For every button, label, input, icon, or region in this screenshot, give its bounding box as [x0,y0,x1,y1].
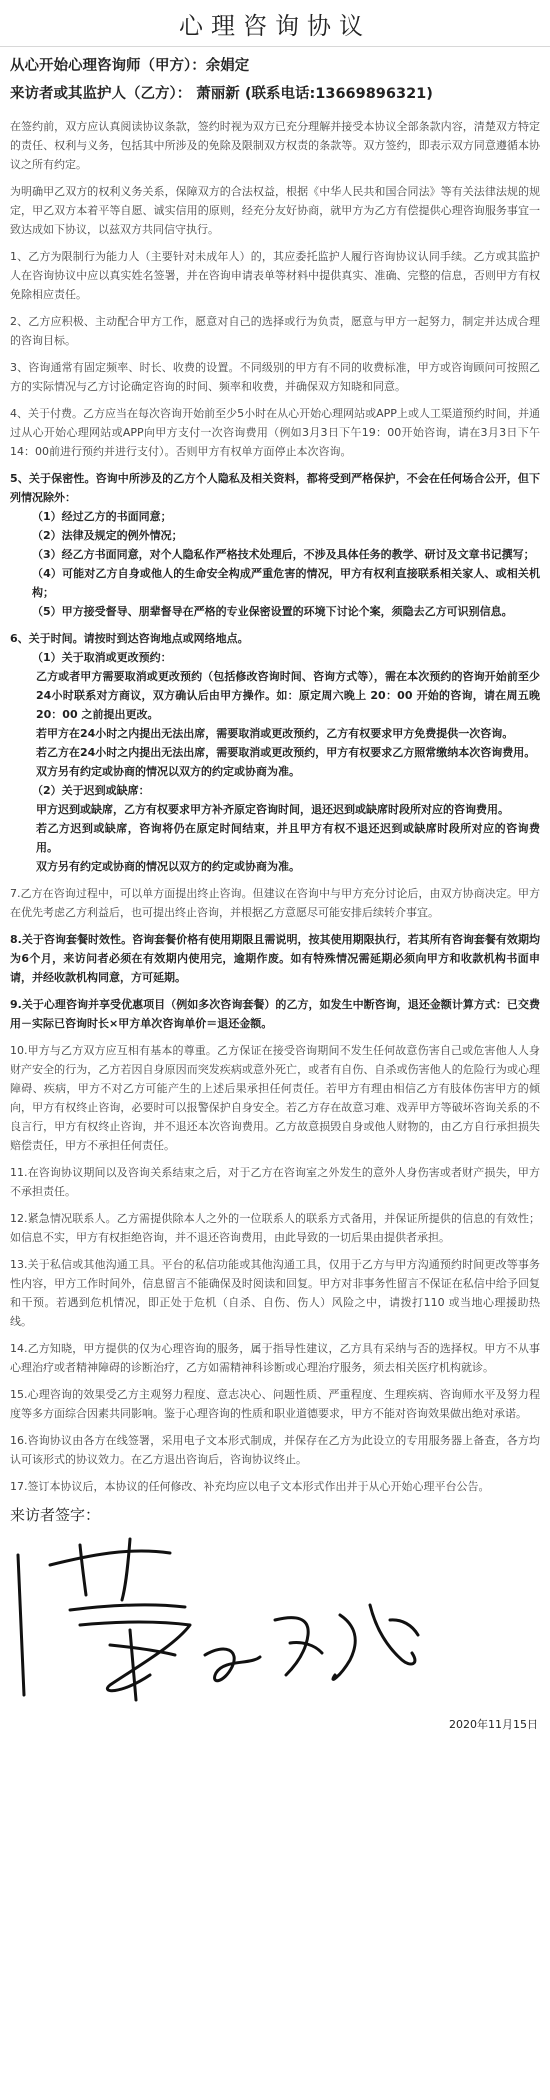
party-a: 从心开始心理咨询师（甲方）：余娟定 [10,58,250,74]
privacy-item: （3）经乙方书面同意，对个人隐私作严格技术处理后，不涉及具体任务的教学、研讨及文章书记撰写； [32,548,535,561]
privacy-item: （4）可能对乙方自身或他人的生命安全构成严重危害的情况，甲方有权利直接联系相关家人、或相关机构； [32,567,540,599]
cancel-text: 若乙方在24小时之内提出无法出席，需要取消或更改预约，甲方有权要求乙方照常缴纳本次咨询费用。 [36,746,536,759]
clause-3: 3、咨询通常有固定频率、时长、收费的设置。不同级别的甲方有不同的收费标准，甲方或咨询顾问可按照乙方的实际情况与乙方讨论确定咨询的时间、频率和收费，并确保双方知晓和同意。 [10,361,540,393]
clause-2: 2、乙方应积极、主动配合甲方工作，愿意对自己的选择或行为负责，愿意与甲方一起努力，制定并达成合理的咨询目标。 [10,315,540,347]
cancel-heading: （1）关于取消或更改预约： [32,651,172,664]
agreement-content [0,55,550,1732]
cancel-text: 双方另有约定或协商的情况以双方的约定或协商为准。 [36,765,300,778]
clause-12: 12.紧急情况联系人。乙方需提供除本人之外的一位联系人的联系方式备用，并保证所提供的信息的有效性；如信息不实，甲方有权拒绝咨询，并不退还咨询费用，由此导致的一切后果由提供者承担。 [10,1212,540,1244]
privacy-heading: 5、关于保密性。咨询中所涉及的乙方个人隐私及相关资料，都将受到严格保护，不会在任何场合公开，但下列情况除外： [10,472,540,504]
clause-5-privacy [10,469,540,621]
clause-16: 16.咨询协议由各方在线签署，采用电子文本形式制成，并保存在乙方为此设立的专用服务器上备查，各方均认可该形式的协议效力。在乙方退出咨询后，咨询协议终止。 [10,1434,540,1466]
intro-paragraph: 在签约前，双方应认真阅读协议条款，签约时视为双方已充分理解并接受本协议全部条款内容，清楚双方特定的责任、权利与义务，包括其中所涉及的免除及限制双方权责的条款等。双方签约，即表示双方同意遵循本协议之所有约定。 [10,120,540,171]
signing-date: 2020年11月15日 [449,1718,538,1731]
late-text: 双方另有约定或协商的情况以双方的约定或协商为准。 [36,860,300,873]
clause-15: 15.心理咨询的效果受乙方主观努力程度、意志决心、问题性质、严重程度、生理疾病、咨询师水平及努力程度等多方面综合因素共同影响。鉴于心理咨询的性质和职业道德要求，甲方不能对咨询效果做出绝对承诺。 [10,1388,540,1420]
late-text: 甲方迟到或缺席，乙方有权要求甲方补齐原定咨询时间，退还迟到或缺席时段所对应的咨询费用。 [36,803,509,816]
clause-4: 4、关于付费。乙方应当在每次咨询开始前至少5小时在从心开始心理网站或APP上或人工渠道预约时间，并通过从心开始心理网站或APP向甲方支付一次咨询费用（例如3月3日下午19：00开始咨询，请在3月3日下午14：00前进行预约并进行支付）。否则甲方有权单方面停止本次咨询。 [10,407,540,458]
clause-17: 17.签订本协议后，本协议的任何修改、补充均应以电子文本形式作出并于从心开始心理平台公告。 [10,1480,490,1493]
clause-13: 13.关于私信或其他沟通工具。平台的私信功能或其他沟通工具，仅用于乙方与甲方沟通预约时间更改等事务性内容，甲方工作时间外，信息留言不能确保及时阅读和回复。甲方对非事务性留言不保证在私信中给予回复和干预。若遇到危机情况，即正处于危机（自杀、自伤、伤人）风险之中，请拨打110 或当地心理援助热线。 [10,1258,540,1328]
cancel-text: 乙方或者甲方需要取消或更改预约（包括修改咨询时间、咨询方式等），需在本次预约的咨询开始前至少24小时联系对方商议，双方确认后由甲方操作。如：原定周六晚上 20：00 开始的咨询，请在周五晚 20：00 之前提出更改。 [36,670,540,721]
cancel-text: 若甲方在24小时之内提出无法出席，需要取消或更改预约，乙方有权要求甲方免费提供一次咨询。 [36,727,514,740]
title-bar [0,0,550,47]
late-text: 若乙方迟到或缺席，咨询将仍在原定时间结束，并且甲方有权不退还迟到或缺席时段所对应的咨询费用。 [36,822,540,854]
time-heading: 6、关于时间。请按时到达咨询地点或网络地点。 [10,632,249,645]
clause-11: 11.在咨询协议期间以及咨询关系结束之后，对于乙方在咨询室之外发生的意外人身伤害或者财产损失，甲方不承担责任。 [10,1166,540,1198]
privacy-item: （2）法律及规定的例外情况； [32,529,183,542]
party-b: 来访者或其监护人（乙方）： 萧丽新 (联系电话:13669896321) [10,86,433,102]
clause-1: 1、乙方为限制行为能力人（主要针对未成年人）的，其应委托监护人履行咨询协议认同手续。乙方或其监护人在咨询协议中应以真实姓名签署，并在咨询申请表单等材料中提供真实、准确、完整的信息，否则甲方有权免除相应责任。 [10,250,540,301]
signature-label: 来访者签字： [10,1506,101,1524]
clause-7: 7.乙方在咨询过程中，可以单方面提出终止咨询。但建议在咨询中与甲方充分讨论后，由双方协商决定。甲方在优先考虑乙方利益后，也可提出终止咨询，并根据乙方意愿尽可能安排后续转介事宜。 [10,887,540,919]
clause-6-time [10,629,540,876]
page-title: 心理咨询协议 [179,11,371,40]
signature-area [10,1525,540,1710]
clause-14: 14.乙方知晓，甲方提供的仅为心理咨询的服务，属于指导性建议，乙方具有采纳与否的选择权。甲方不从事心理治疗或者精神障碍的诊断治疗，乙方如需精神科诊断或心理治疗服务，须去相关医疗机构就诊。 [10,1342,540,1374]
clause-8: 8.关于咨询套餐时效性。咨询套餐价格有使用期限且需说明，按其使用期限执行，若其所有咨询套餐有效期均为6个月，来访问者必须在有效期内使用完，逾期作废。如有特殊情况需延期必须向甲方和收款机构书面申请，并经收款机构同意，方可延期。 [10,933,540,984]
clause-10: 10.甲方与乙方双方应互相有基本的尊重。乙方保证在接受咨询期间不发生任何故意伤害自己或危害他人人身财产安全的行为，乙方若因自身原因而突发疾病或意外死亡，或者有自伤、自杀或伤害他人的危险行为或心理障碍、疾病，甲方不对乙方可能产生的上述后果承担任何责任。若甲方有理由相信乙方有肢体伤害甲方的倾向，甲方有权终止咨询，必要时可以报警保护自身安全。若乙方存在故意习难、戏弄甲方等破坏咨询关系的不良言行，甲方有权终止咨询，并不退还本次咨询费用。乙方故意损毁自身或他人财物的，由乙方自行承担损失赔偿责任，甲方不承担任何责任。 [10,1044,540,1152]
late-heading: （2）关于迟到或缺席： [32,784,150,797]
privacy-item: （5）甲方接受督导、朋辈督导在严格的专业保密设置的环境下讨论个案，须隐去乙方可识别信息。 [32,605,513,618]
privacy-item: （1）经过乙方的书面同意； [32,510,172,523]
handwritten-signature [10,1525,540,1710]
intro-paragraph: 为明确甲乙双方的权利义务关系，保障双方的合法权益，根据《中华人民共和国合同法》等有关法律法规的规定，甲乙双方本着平等自愿、诚实信用的原则，经充分友好协商，就甲方为乙方有偿提供心理咨询服务事宜一致达成如下协议，以兹双方共同信守执行。 [10,185,540,236]
clause-9: 9.关于心理咨询并享受优惠项目（例如多次咨询套餐）的乙方，如发生中断咨询，退还金额计算方式：已交费用－实际已咨询时长×甲方单次咨询单价＝退还金额。 [10,998,540,1030]
